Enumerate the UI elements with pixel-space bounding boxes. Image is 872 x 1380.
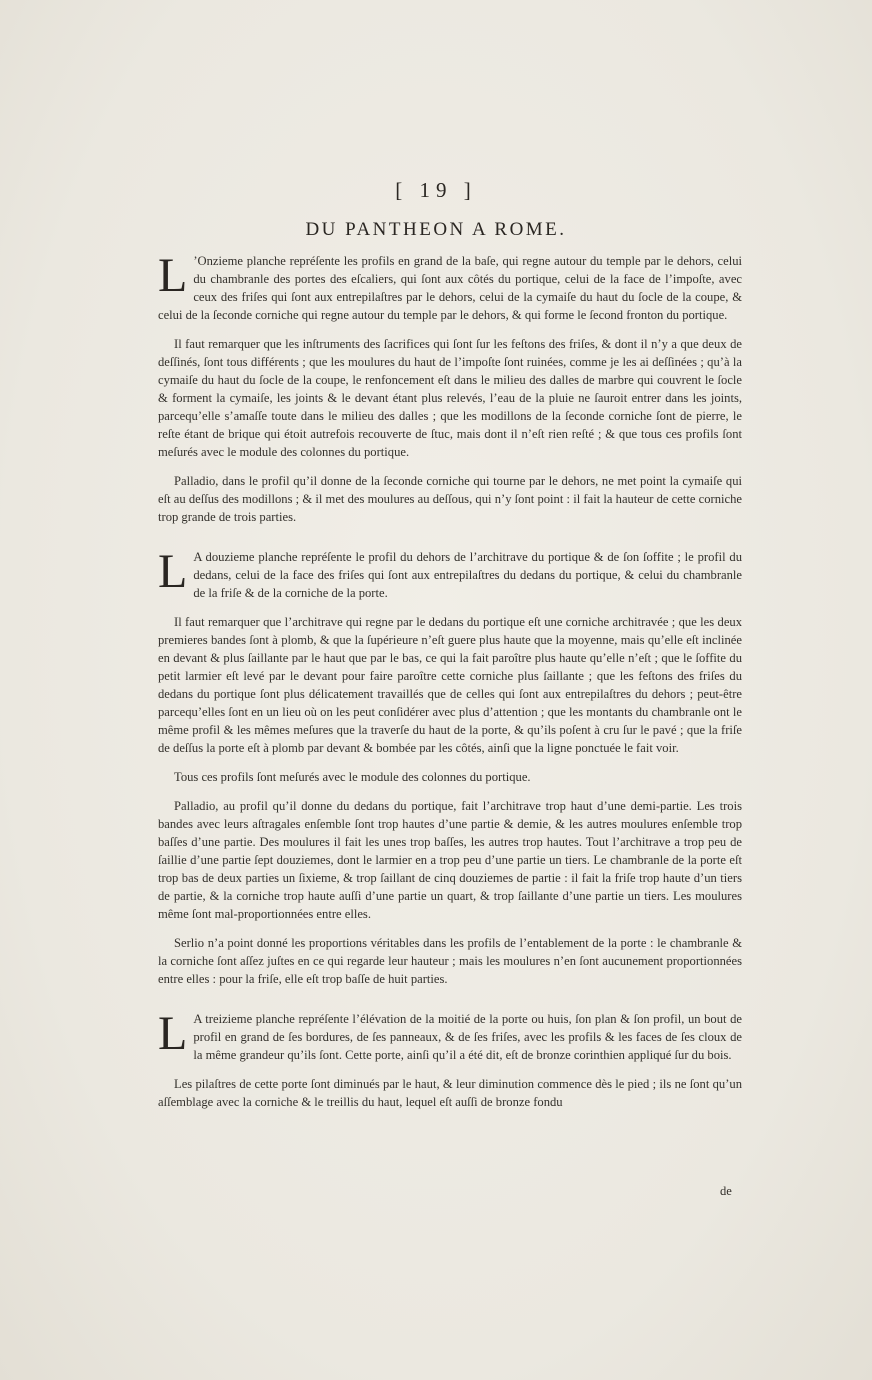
paragraph	[158, 545, 742, 602]
drop-cap-letter: L	[158, 249, 188, 302]
section-douzieme-planche	[158, 545, 742, 988]
paragraph-text: A douzieme planche repréſente le profil du dehors de l’architrave du portique & de ſon ſoffite ; le profil du dedans, celui de la face des friſes qui ſont aux entrepilaſtres du dedans du portique, & celui du chambranle de la friſe & de la corniche de la porte.	[193, 550, 742, 600]
paragraph: Palladio, dans le profil qu’il donne de la ſeconde corniche qui tourne par le dehors, ne met point la cymaiſe qui eſt au deſſus des modillons ; & il met des moulures au deſſous, qui n’y ſont point : il fait la hauteur de cette corniche trop grande de trois parties.	[158, 474, 742, 524]
body-text	[158, 249, 742, 1122]
section-treizieme-planche	[158, 1007, 742, 1111]
catchword: de	[720, 1184, 732, 1198]
paragraph	[158, 1007, 742, 1064]
page-title: DU PANTHEON A ROME.	[305, 219, 567, 240]
paragraph: Les pilaſtres de cette porte ſont diminués par le haut, & leur diminution commence dès le pied ; ils ne ſont qu’un aſſemblage avec la corniche & le treillis du haut, lequel eſt auſſi de bronze fondu	[158, 1077, 742, 1109]
section-onzieme-planche	[158, 249, 742, 526]
paragraph-text: ’Onzieme planche repréſente les profils en grand de la baſe, qui regne autour du temple par le dehors, celui du chambranle des portes des eſcaliers, qui ſont aux côtés du portique, celui de la face de l’impoſte, avec ceux des friſes qui ſont aux entrepilaſtres par le dehors, celui de la cymaiſe du haut du ſocle de la coupe, & celui de la ſeconde corniche qui regne autour du temple par le dehors, & qui forme le ſecond fronton du portique.	[158, 254, 742, 322]
drop-cap-letter: L	[158, 1007, 188, 1060]
page-number: [ 19 ]	[395, 178, 477, 202]
paragraph: Il faut remarquer que les inſtruments des ſacrifices qui ſont ſur les feſtons des friſes, & dont il n’y a que deux de deſſinés, ſont tous différents ; que les moulures du haut de l’impoſte ſont ruinées, comme je les ai deſſinées ; qu’à la cymaiſe du haut du ſocle de la coupe, le renfoncement eſt dans le milieu des dalles de marbre qui couvrent le ſocle & forment la cymaiſe, les joints & le devant étant plus relevés, l’eau de la pluie ne ſauroit entrer dans les joints, parcequ’elle s’amaſſe toute dans le milieu des dalles ; que les modillons de la ſeconde corniche ſont de pierre, le reſte étant de brique qui étoit autrefois recouverte de ſtuc, mais dont il n’eſt rien reſté ; & que tous ces profils ſont meſurés avec le module des colonnes du portique.	[158, 337, 742, 459]
paragraph-text: A treizieme planche repréſente l’élévation de la moitié de la porte ou huis, ſon plan & ſon profil, un bout de profil en grand de ſes bordures, de ſes panneaux, & de ſes friſes, avec les profils & les faces de ſes cloux de la même grandeur qu’ils ſont. Cette porte, ainſi qu’il a été dit, eſt de bronze corinthien appliqué ſur du bois.	[193, 1012, 742, 1062]
paragraph	[158, 249, 742, 324]
paragraph: Palladio, au profil qu’il donne du dedans du portique, fait l’architrave trop haut d’une demi-partie. Les trois bandes avec leurs aſtragales enſemble ſont trop hautes d’une partie & demie, & les autres moulures enſemble trop baſſes d’une partie. Des moulures il fait les unes trop baſſes, les autres trop hautes. Tout l’architrave a trop peu de ſaillie d’une partie ſept douziemes, dont le larmier en a trop peu d’une partie un tiers. Le chambranle de la porte eſt trop bas de deux parties un ſixieme, & trop ſaillant de cinq douziemes de partie : il fait la friſe trop haute d’un tiers de partie, & la corniche trop haute auſſi d’une partie un quart, & trop ſaillante d’une partie un tiers. Les moulures même ſont mal-proportionnées entre elles.	[158, 799, 742, 921]
paragraph: Serlio n’a point donné les proportions véritables dans les profils de l’entablement de la porte : le chambranle & la corniche ſont aſſez juſtes en ce qui regarde leur hauteur ; mais les moulures n’en ſont aucunement proportionnées entre elles : pour la friſe, elle eſt trop baſſe de huit parties.	[158, 936, 742, 986]
paragraph: Il faut remarquer que l’architrave qui regne par le dedans du portique eſt une corniche architravée ; que les deux premieres bandes ſont à plomb, & que la ſupérieure n’eſt guere plus haute que la moyenne, mais qu’elle eſt inclinée en devant & plus ſaillante par le haut que par le bas, ce qui la fait paroître plus haute qu’elle n’eſt ; que le ſoffite du petit larmier eſt levé par le devant pour faire paroître cette corniche plus ſaillante ; que les feſtons des friſes du dedans du portique ſont plus délicatement travaillés que de celles qui ſont aux entrepilaſtres du dehors ; peut-être parcequ’elles ſont en un lieu où on les peut conſidérer avec plus d’attention ; que les montants du chambranle ont le même profil & les mêmes meſures que la traverſe du haut de la porte, & qu’ils poſent à cru ſur le pavé ; que la friſe de deſſus la porte eſt à plomb par devant & bombée par les côtés, ainſi que la ligne ponctuée le fait voir.	[158, 615, 742, 755]
paragraph: Tous ces profils ſont meſurés avec le module des colonnes du portique.	[174, 770, 531, 784]
drop-cap-letter: L	[158, 545, 188, 598]
